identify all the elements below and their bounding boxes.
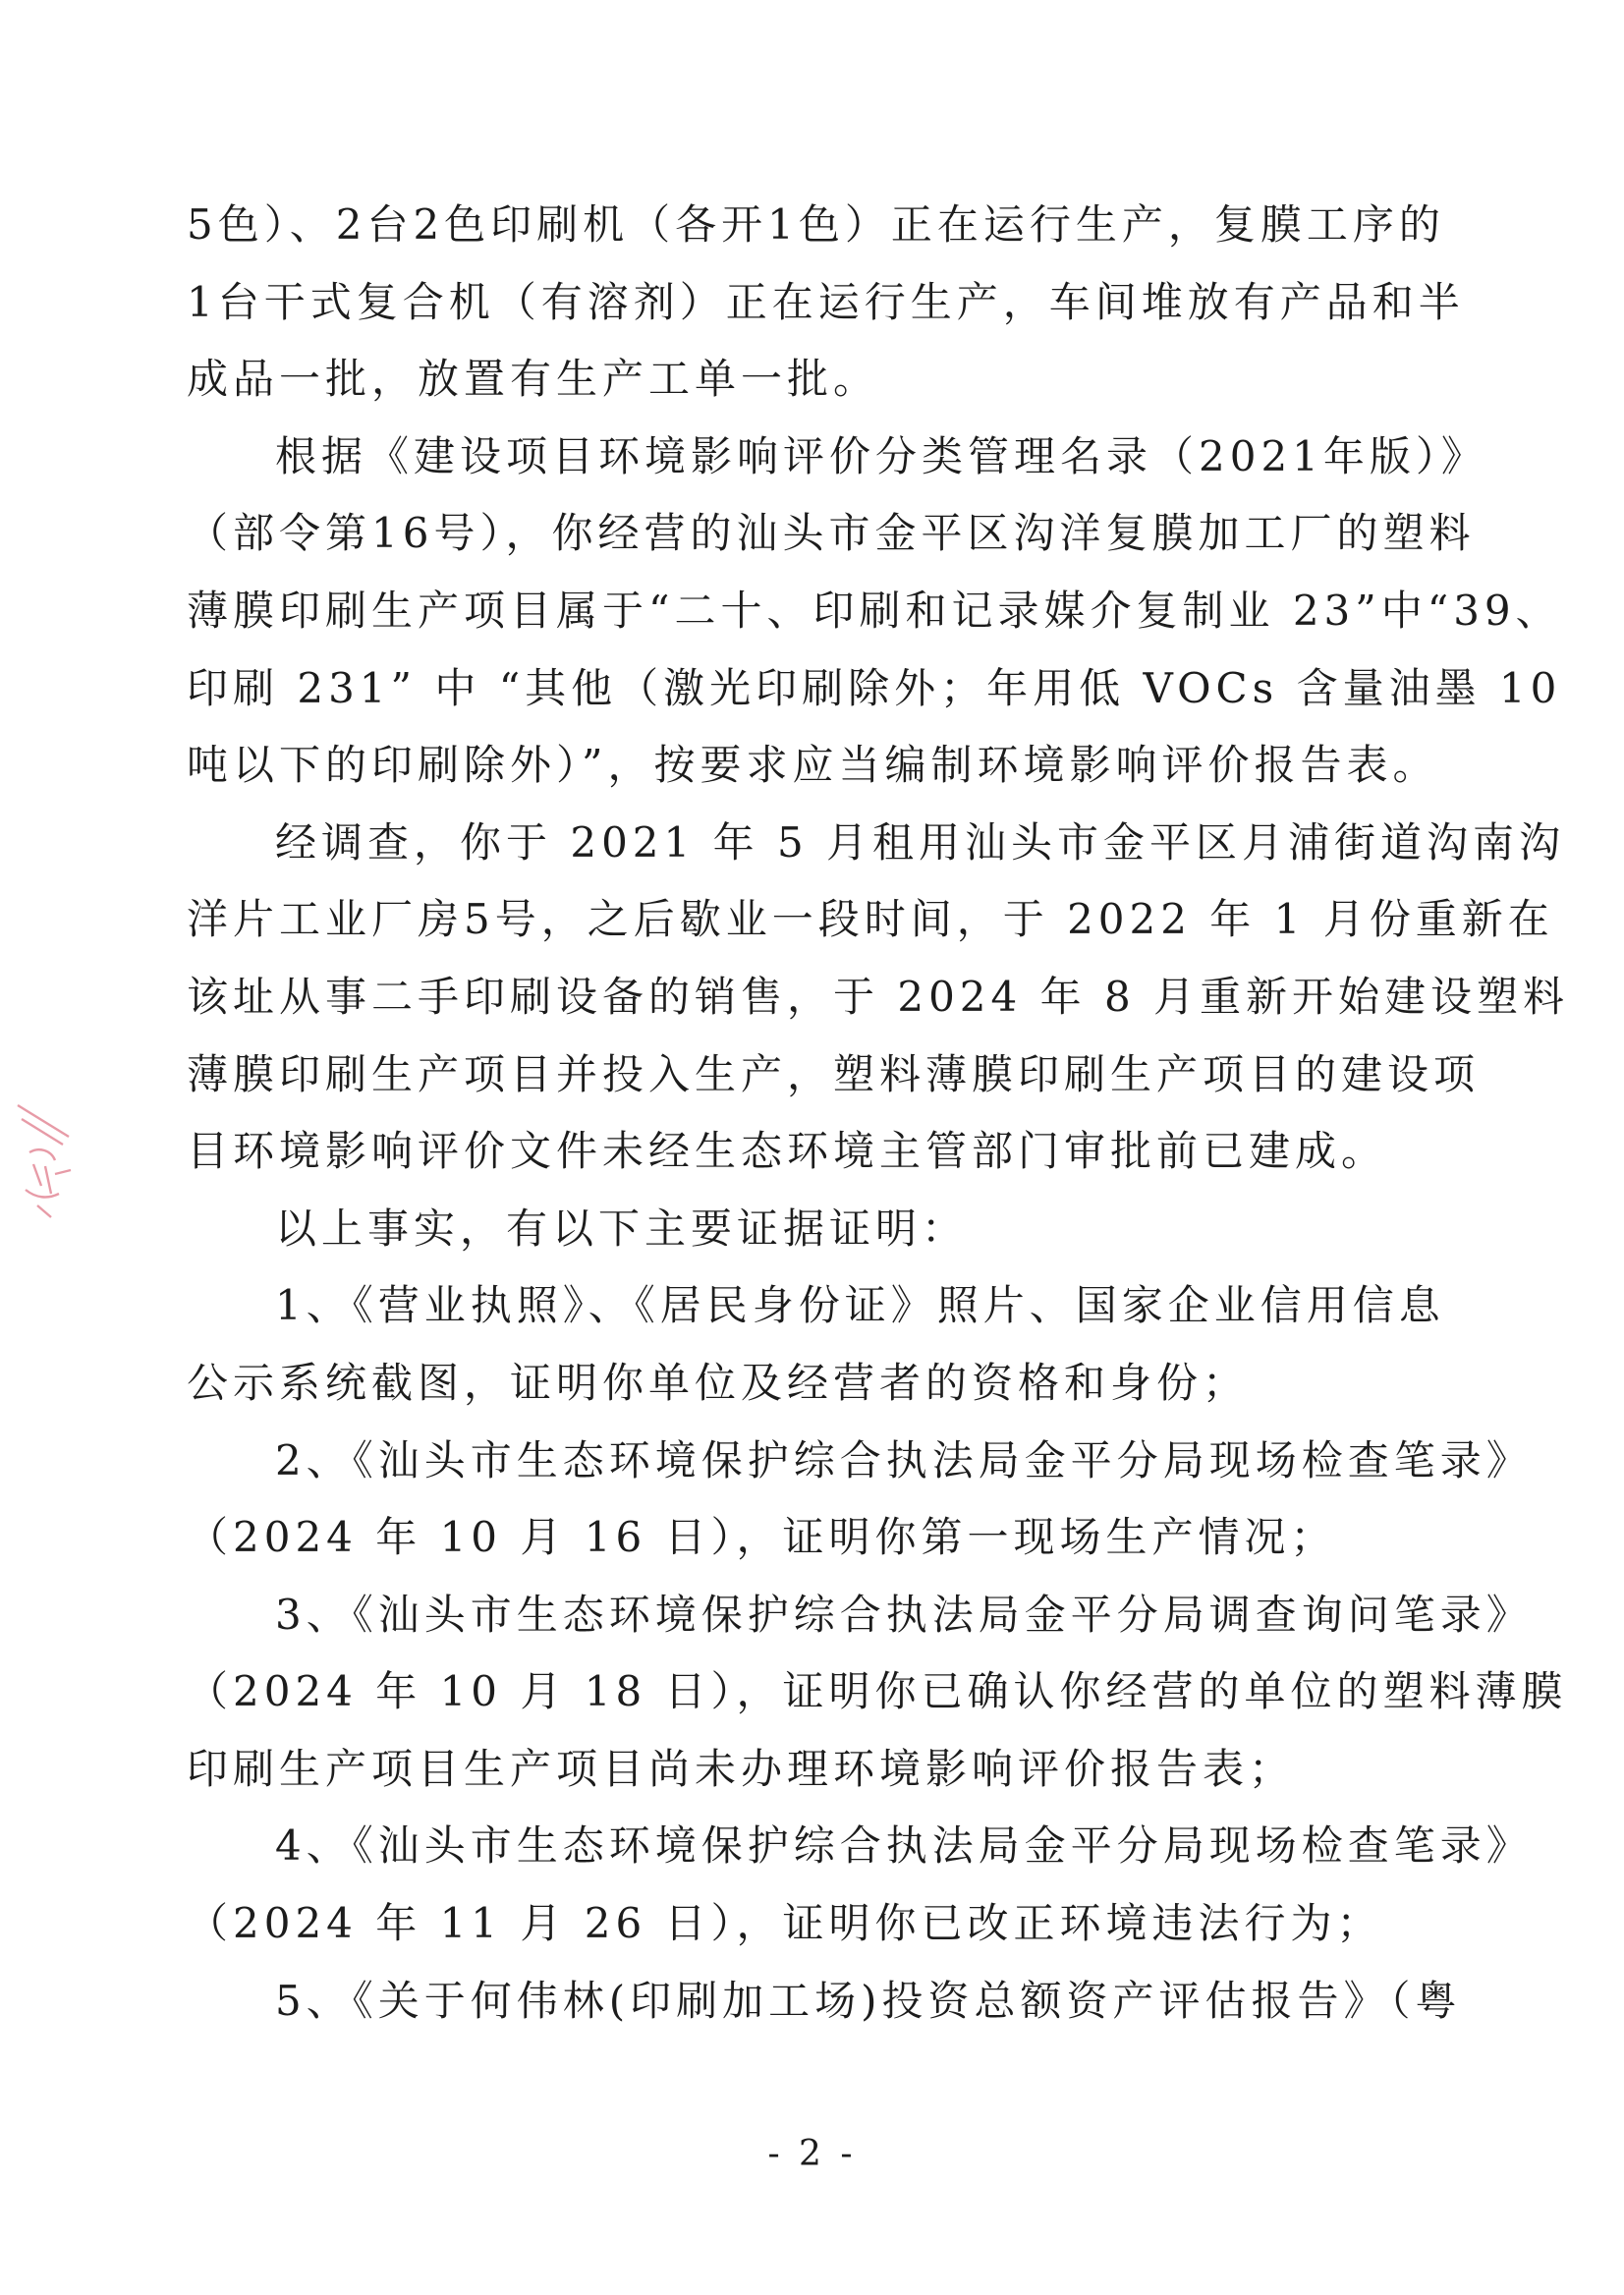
text-line-13: 目环境影响评价文件未经生态环境主管部门审批前已建成。 bbox=[187, 1127, 1388, 1176]
text-line-19: 3、《汕头市生态环境保护综合执法局金平分局调查询问笔录》 bbox=[275, 1590, 1533, 1639]
text-line-16: 公示系统截图，证明你单位及经营者的资格和身份； bbox=[187, 1358, 1250, 1407]
text-line-4: 根据《建设项目环境影响评价分类管理名录（2021年版）》 bbox=[275, 431, 1487, 480]
text-line-9: 经调查，你于 2021 年 5 月租用汕头市金平区月浦街道沟南沟 bbox=[275, 817, 1566, 867]
text-line-8: 吨以下的印刷除外）”，按要求应当编制环境影响评价报告表。 bbox=[187, 741, 1439, 790]
page-number: - 2 - bbox=[767, 2134, 857, 2174]
text-line-21: 印刷生产项目生产项目尚未办理环境影响评价报告表； bbox=[187, 1744, 1296, 1793]
text-line-20: （2024 年 10 月 18 日），证明你已确认你经营的单位的塑料薄膜 bbox=[187, 1667, 1568, 1716]
text-line-14: 以上事实，有以下主要证据证明： bbox=[275, 1203, 969, 1253]
text-line-18: （2024 年 10 月 16 日），证明你第一现场生产情况； bbox=[187, 1513, 1337, 1562]
stamp-fragment-icon bbox=[12, 1095, 88, 1223]
body-text bbox=[187, 187, 1570, 2040]
text-line-5: （部令第16号），你经营的汕头市金平区沟洋复膜加工厂的塑料 bbox=[187, 509, 1476, 558]
text-line-23: （2024 年 11 月 26 日），证明你已改正环境违法行为； bbox=[187, 1899, 1383, 1948]
text-line-7: 印刷 231” 中 “其他（激光印刷除外；年用低 VOCs 含量油墨 10 bbox=[187, 663, 1562, 712]
text-line-24: 5、《关于何伟林(印刷加工场)投资总额资产评估报告》（粤 bbox=[275, 1976, 1462, 2025]
text-line-6: 薄膜印刷生产项目属于“二十、印刷和记录媒介复制业 23”中“39、 bbox=[187, 586, 1562, 635]
text-line-10: 洋片工业厂房5号，之后歇业一段时间，于 2022 年 1 月份重新在 bbox=[187, 895, 1554, 944]
text-line-12: 薄膜印刷生产项目并投入生产，塑料薄膜印刷生产项目的建设项 bbox=[187, 1049, 1481, 1098]
text-line-1: 5色）、2台2色印刷机（各开1色）正在运行生产，复膜工序的 bbox=[187, 200, 1445, 249]
text-line-2: 1台干式复合机（有溶剂）正在运行生产，车间堆放有产品和半 bbox=[187, 277, 1465, 326]
text-line-22: 4、《汕头市生态环境保护综合执法局金平分局现场检查笔录》 bbox=[275, 1821, 1533, 1871]
text-line-17: 2、《汕头市生态环境保护综合执法局金平分局现场检查笔录》 bbox=[275, 1435, 1533, 1484]
text-line-11: 该址从事二手印刷设备的销售，于 2024 年 8 月重新开始建设塑料 bbox=[187, 972, 1570, 1021]
text-line-3: 成品一批，放置有生产工单一批。 bbox=[187, 355, 880, 404]
text-line-15: 1、《营业执照》、《居民身份证》照片、国家企业信用信息 bbox=[275, 1281, 1445, 1330]
